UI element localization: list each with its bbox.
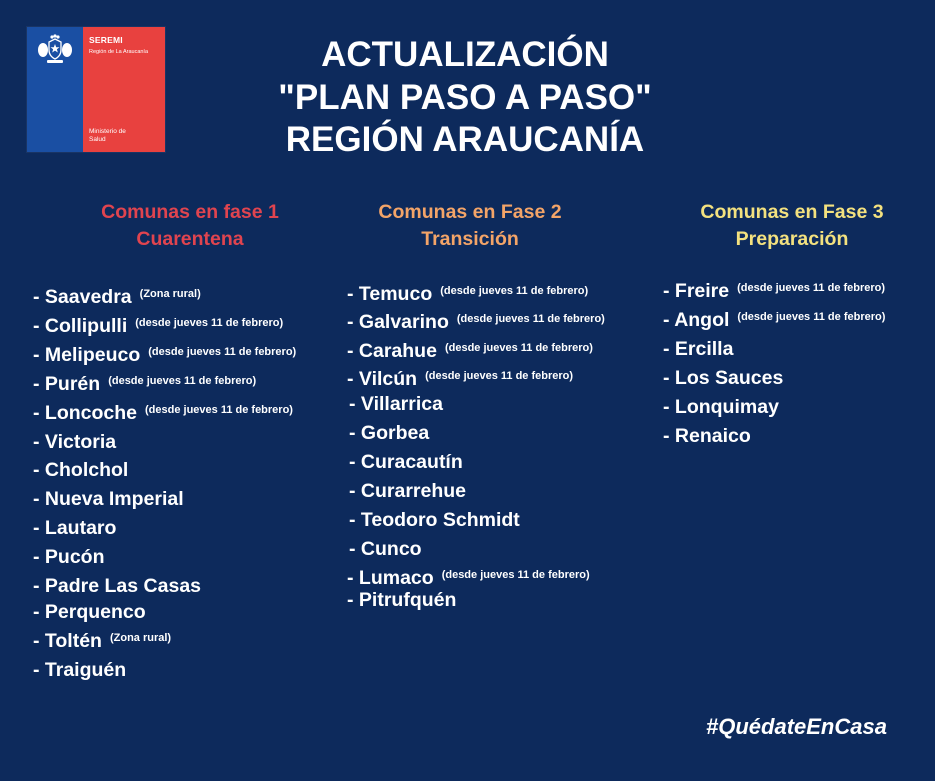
commune-name: - Galvarino — [347, 311, 449, 333]
commune-item — [347, 591, 456, 611]
commune-note: (desde jueves 11 de febrero) — [440, 285, 589, 297]
commune-name: - Gorbea — [349, 422, 430, 444]
commune-item — [33, 490, 184, 510]
commune-item — [349, 424, 429, 444]
commune-item — [349, 453, 463, 473]
commune-name: - Traiguén — [33, 659, 127, 681]
phase-3-heading — [672, 199, 912, 254]
title-line-2: "PLAN PASO A PASO" — [278, 77, 652, 117]
commune-item — [33, 346, 296, 366]
phase-1-heading — [70, 199, 310, 254]
commune-name: - Renaico — [663, 425, 751, 447]
commune-note: (desde jueves 11 de febrero) — [425, 370, 574, 382]
commune-item — [347, 313, 605, 333]
logo-ministerio-line2: Salud — [89, 136, 106, 144]
commune-name: - Temuco — [347, 283, 433, 305]
logo-ministerio-text — [89, 128, 159, 144]
commune-name: - Padre Las Casas — [33, 575, 202, 597]
commune-item — [33, 519, 116, 539]
phase-3-heading-line2: Preparación — [735, 228, 849, 251]
phase-3-heading-line1: Comunas en Fase 3 — [700, 201, 884, 223]
commune-name: - Cunco — [349, 538, 422, 560]
commune-note: (desde jueves 11 de febrero) — [441, 569, 590, 581]
commune-note: (desde jueves 11 de febrero) — [737, 282, 886, 294]
commune-item — [33, 661, 126, 681]
commune-name: - Los Sauces — [663, 367, 784, 389]
commune-name: - Melipeuco — [33, 344, 141, 366]
logo-blue-panel — [27, 27, 83, 152]
commune-name: - Lonquimay — [663, 396, 779, 418]
logo-seremi-text: SEREMI — [89, 35, 123, 45]
commune-note: (desde jueves 11 de febrero) — [148, 346, 297, 358]
commune-name: - Purén — [33, 373, 101, 395]
phase-2-heading — [350, 199, 590, 254]
commune-name: - Lumaco — [347, 567, 434, 589]
commune-item — [33, 461, 128, 481]
commune-item — [349, 395, 443, 415]
commune-item — [33, 603, 146, 623]
logo-ministerio-line1: Ministerio de — [89, 128, 126, 136]
commune-name: - Carahue — [347, 340, 437, 362]
commune-item — [33, 577, 201, 597]
commune-item — [347, 370, 573, 390]
coat-of-arms-icon — [33, 33, 77, 69]
logo-region-text: Región de La Araucanía — [89, 49, 149, 55]
commune-item — [33, 632, 171, 652]
commune-name: - Teodoro Schmidt — [349, 509, 520, 531]
phase-2-heading-line2: Transición — [421, 228, 519, 251]
title-line-3: REGIÓN ARAUCANÍA — [285, 120, 645, 160]
commune-item — [349, 540, 422, 560]
commune-item — [663, 340, 733, 360]
commune-name: - Angol — [663, 309, 730, 331]
commune-name: - Villarrica — [349, 393, 443, 415]
commune-name: - Lautaro — [33, 517, 117, 539]
commune-name: - Saavedra — [33, 286, 132, 308]
title-line-1: ACTUALIZACIÓN — [321, 35, 609, 74]
commune-item — [663, 311, 885, 331]
commune-item — [663, 282, 885, 302]
hashtag-text: #QuédateEnCasa — [706, 714, 887, 739]
commune-item — [33, 404, 293, 424]
seremi-logo — [27, 27, 165, 152]
commune-item — [33, 288, 201, 308]
commune-note: (Zona rural) — [139, 288, 201, 300]
commune-name: - Toltén — [33, 630, 102, 652]
commune-item — [347, 342, 593, 362]
commune-note: (desde jueves 11 de febrero) — [108, 375, 257, 387]
logo-red-panel — [83, 27, 165, 152]
commune-item — [347, 569, 590, 589]
commune-note: (desde jueves 11 de febrero) — [444, 342, 593, 354]
commune-item — [663, 369, 783, 389]
commune-name: - Cholchol — [33, 459, 129, 481]
page-title — [200, 34, 730, 162]
phase-2-heading-line1: Comunas en Fase 2 — [378, 201, 562, 223]
commune-name: - Pucón — [33, 546, 105, 568]
commune-name: - Ercilla — [663, 338, 734, 360]
commune-item — [347, 285, 588, 305]
commune-note: (Zona rural) — [109, 632, 172, 644]
commune-name: - Freire — [663, 280, 730, 302]
commune-name: - Pitrufquén — [347, 589, 457, 611]
phase-1-heading-line1: Comunas en fase 1 — [101, 201, 279, 223]
commune-item — [663, 398, 779, 418]
commune-name: - Curarrehue — [349, 480, 467, 502]
commune-item — [663, 427, 751, 447]
commune-name: - Vilcún — [347, 368, 418, 390]
commune-item — [349, 511, 520, 531]
commune-name: - Victoria — [33, 431, 117, 453]
commune-note: (desde jueves 11 de febrero) — [456, 313, 605, 325]
commune-name: - Perquenco — [33, 601, 146, 623]
commune-item — [33, 375, 256, 395]
commune-note: (desde jueves 11 de febrero) — [135, 317, 284, 329]
commune-note: (desde jueves 11 de febrero) — [145, 404, 293, 416]
commune-name: - Curacautín — [349, 451, 463, 473]
commune-item — [33, 548, 105, 568]
commune-item — [33, 317, 283, 337]
commune-name: - Loncoche — [33, 402, 138, 424]
commune-item — [349, 482, 466, 502]
phase-1-heading-line2: Cuarentena — [136, 228, 244, 251]
commune-name: - Nueva Imperial — [33, 488, 184, 510]
commune-name: - Collipulli — [33, 315, 128, 337]
commune-item — [33, 433, 116, 453]
commune-note: (desde jueves 11 de febrero) — [737, 311, 886, 323]
